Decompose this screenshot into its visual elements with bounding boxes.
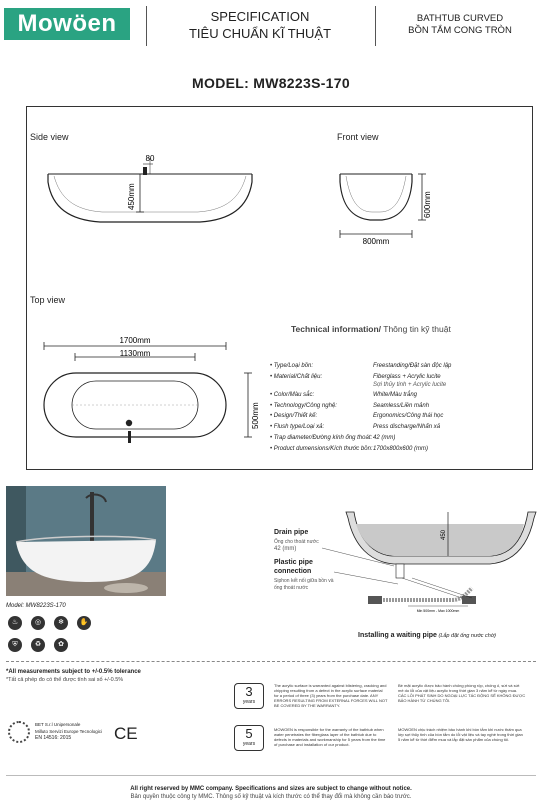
- spec-title-en: SPECIFICATION: [210, 9, 310, 24]
- tech-row-key: • Material/Chất liệu:: [270, 373, 322, 381]
- tolerance-note-vi: *Tất cả phép đo có thể được tính sai số +/-0.5%: [6, 677, 124, 683]
- warranty-text-vi: Bề mặt acrylic được bảo hành chống phồng rộp, chống ố, sứt và sứt mẻ do lỗi của vật liệu acrylic trong thời gian 3 năm kể từ ngày mua. CÁC LỖI PHÁT SINH DO NGOẠI LỰC TÁC ĐỘNG SẼ KHÔNG ĐƯỢC BẢO HÀNH TỪ CHÚNG TÔI.: [398, 683, 526, 703]
- installation-diagram: [262, 484, 538, 626]
- product-name-vi: BỒN TẮM CONG TRÒN: [408, 25, 512, 36]
- brand-logo: Mowöen: [4, 8, 130, 40]
- dim-500: 500mm: [251, 402, 260, 429]
- tech-row-value: Press discharge/Nhấn xả: [373, 424, 441, 430]
- ce-mark: CE: [114, 724, 138, 743]
- footer-en: All right reserved by MMC company. Specifications and sizes are subject to change without notice.: [130, 786, 412, 792]
- certification-text: [35, 721, 102, 742]
- recycle-icon: ♻: [31, 638, 45, 652]
- dim-1130: 1130mm: [119, 349, 151, 358]
- model-title: MODEL: MW8223S-170: [192, 75, 350, 91]
- eco-icon: ✿: [54, 638, 68, 652]
- dim-450: 450mm: [127, 183, 136, 210]
- tech-row-key: • Technology/Công nghệ:: [270, 402, 337, 410]
- connection-label: connection: [274, 568, 312, 575]
- install-caption: [358, 632, 496, 639]
- section-divider: [6, 661, 536, 662]
- warranty-text-en: MOWOEN is responsible for the warranty of the bathtub when water penetrates the fiberglass layer of the bathtub due to defects in materials and workmanship for 5 years from the time of purchase and installation of our product.: [274, 727, 386, 747]
- dim-600: 600mm: [423, 191, 432, 218]
- tolerance-note-en: *All measurements subject to +/-0.5% tolerance: [6, 669, 141, 675]
- tech-info-table: [270, 362, 510, 457]
- tech-row-key: • Trap diameter/Đường kính ống thoát:: [270, 434, 372, 442]
- tech-row-value: Seamless/Liền mảnh: [373, 403, 430, 409]
- warranty-years: 5: [245, 726, 253, 741]
- tech-row-key: • Product dumensions/Kích thước bồn:: [270, 445, 373, 453]
- tech-row-value: Ergonomics/Công thái học: [373, 413, 444, 419]
- tech-row-key: • Flush type/Loại xả:: [270, 423, 324, 431]
- warranty-years: 3: [245, 684, 253, 699]
- warranty-unit: years: [242, 699, 256, 705]
- dim-80: 80: [145, 154, 155, 163]
- temperature-icon: ❄: [54, 616, 68, 630]
- drain-pipe-label-vi: Ống cho thoát nước: [274, 539, 319, 545]
- product-name: [380, 13, 540, 37]
- cert-line-3: EN 14516: 2015: [35, 735, 72, 741]
- tech-info-title-en: Technical information/: [291, 324, 382, 334]
- drain-pipe-label: Drain pipe: [274, 529, 309, 536]
- bathtub-photo-illustration: [6, 486, 166, 596]
- top-view-drawing: [38, 335, 270, 455]
- front-view-label: Front view: [337, 132, 379, 142]
- product-name-en: BATHTUB CURVED: [416, 13, 504, 24]
- hand-icon: ✋: [77, 616, 91, 630]
- header-title: [150, 8, 370, 42]
- header-divider: [146, 6, 147, 46]
- spec-title-vi: TIÊU CHUẨN KĨ THUẬT: [188, 26, 332, 41]
- tech-row-value: 42 (mm): [373, 435, 396, 441]
- drain-pipe-size: 42 (mm): [274, 546, 297, 552]
- drain-icon: ◎: [31, 616, 45, 630]
- dim-1700: 1700mm: [119, 336, 151, 345]
- dim-800: 800mm: [362, 237, 390, 246]
- photo-caption: Model: MW8223S-170: [6, 603, 66, 609]
- siphon-label-vi: Siphon kết nối giữa bồn và: [274, 578, 334, 584]
- warranty-text-en: The acrylic surface is warranted against blistering, cracking and chipping resulting from a defect in the acrylic surface material for a period of three (3) years from the purchase date. ANY ERRORS RESULTING FROM EXTERNAL FORCES WILL NOT BE COVERED BY THE WARRANTY.: [274, 683, 388, 708]
- footer-divider: [6, 775, 536, 776]
- cert-line-1: BET S.r.l Unipersonale: [35, 722, 81, 727]
- warranty-badge-3: [234, 683, 264, 709]
- warranty-text-vi: MOWOEN chịu trách nhiệm bảo hành khi bồn tắm khi nước thấm qua lớp sợi thủy tinh của bồn tắm do lỗi vật liệu và tay nghề trong thời gian 5 năm kể từ thời điểm mua và lắp đặt sản phẩm của chúng tôi.: [398, 727, 523, 742]
- shield-icon: ⛨: [8, 638, 22, 652]
- warranty-unit: years: [242, 741, 256, 747]
- front-view-drawing: [336, 160, 446, 250]
- install-dim-450: 450: [441, 529, 447, 540]
- product-photo: [6, 486, 166, 596]
- install-caption-en: Installing a waiting pipe: [358, 632, 437, 639]
- tech-info-title-vi: Thông tin kỹ thuật: [381, 324, 451, 334]
- tech-row-value: Freestanding/Đặt sàn độc lập: [373, 363, 452, 369]
- tech-row-key: • Design/Thiết kế:: [270, 412, 317, 420]
- tech-row-value: White/Màu trắng: [373, 392, 418, 398]
- side-view-drawing: [40, 148, 260, 238]
- tech-row-value: Sợi thủy tinh + Acrylic lucite: [373, 382, 447, 388]
- tech-row-key: • Color/Màu sắc:: [270, 391, 314, 399]
- side-view-label: Side view: [30, 132, 69, 142]
- install-min-max: Min 500mm - Max 1000mm: [416, 609, 460, 613]
- siphon-label-vi-2: ống thoát nước: [274, 585, 309, 591]
- header-divider: [375, 6, 376, 46]
- tech-row-key: • Type/Loại bồn:: [270, 362, 313, 370]
- tech-info-title: [291, 324, 451, 334]
- bath-icon: ♨: [8, 616, 22, 630]
- plastic-pipe-label: Plastic pipe: [274, 559, 313, 566]
- tech-row-value: 1700x800x600 (mm): [373, 446, 429, 452]
- tech-row-value: Fiberglass + Acrylic lucite: [373, 374, 441, 380]
- certification-seal-icon: [8, 721, 30, 743]
- top-view-label: Top view: [30, 295, 66, 305]
- footer-vi: Bản quyền thuộc công ty MMC. Thông số kỹ thuật và kích thước có thể thay đổi mà không cần báo trước.: [130, 794, 412, 800]
- warranty-badge-5: [234, 725, 264, 751]
- install-caption-vi: (Lắp đặt ống nước chờ): [436, 633, 497, 639]
- cert-line-2: Milluto Servizi Europe Tecnologici: [35, 729, 102, 734]
